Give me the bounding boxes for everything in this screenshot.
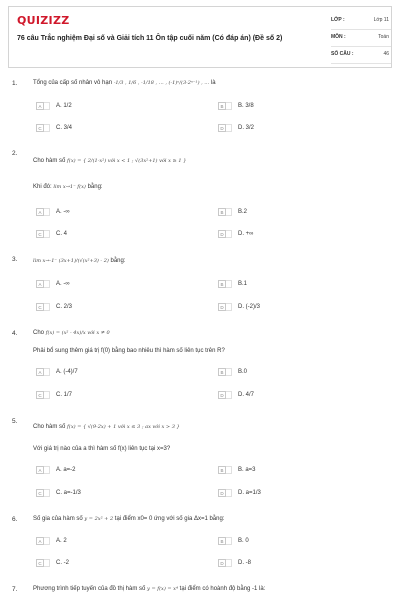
option-letter: B [218, 102, 226, 110]
question-stem: Khi đó: [33, 184, 52, 190]
option-d[interactable] [218, 489, 261, 497]
option-letter: B [218, 280, 226, 288]
option-text: A. -∞ [56, 209, 70, 215]
option-a[interactable] [36, 280, 70, 288]
option-b[interactable] [218, 537, 249, 545]
option-text: A. a=-2 [56, 467, 76, 473]
question-stem: Tổng của cấp số nhân vô hạn [33, 80, 113, 86]
meta-row-subject [331, 32, 391, 47]
option-b[interactable] [218, 208, 247, 216]
option-letter: B [218, 466, 226, 474]
option-text: C. 3/4 [56, 125, 73, 131]
option-text: B. 3/8 [238, 103, 254, 109]
option-letter: C [36, 489, 44, 497]
question-text [33, 80, 216, 86]
option-c[interactable] [36, 124, 72, 132]
formula: f(x) = (x² - 4x)/x với x ≠ 0 [45, 330, 110, 336]
option-letter: C [36, 391, 44, 399]
question-stem: Phương trình tiếp tuyến của đồ thị hàm số [33, 586, 146, 592]
document-title: 76 câu Trắc nghiệm Đại số và Giải tích 11 Ôn tập cuối năm (Có đáp án) (Đề số 2) [17, 35, 283, 42]
option-text: D. 4/7 [238, 392, 255, 398]
option-text: C. 2/3 [56, 304, 73, 310]
meta-label: MÔN : [331, 34, 346, 40]
question-number: 3. [12, 256, 18, 263]
question-text [33, 184, 103, 190]
question-text [33, 516, 224, 522]
formula: y = f(x) = x⁴ [147, 586, 178, 592]
option-letter: A [36, 280, 44, 288]
option-text: D. +∞ [238, 231, 254, 237]
option-text: C. -2 [56, 560, 70, 566]
option-letter: B [218, 537, 226, 545]
option-text: D. (-2)/3 [238, 304, 261, 310]
option-letter: A [36, 466, 44, 474]
option-letter: D [218, 559, 226, 567]
meta-value: Toán [378, 34, 389, 40]
option-letter: C [36, 559, 44, 567]
option-letter: D [218, 303, 226, 311]
question-number: 5. [12, 418, 18, 425]
question-stem: Số gia của hàm số [33, 516, 83, 522]
option-text: B. a=3 [238, 467, 256, 473]
question-stem-end: bằng: [110, 258, 126, 264]
option-letter: D [218, 124, 226, 132]
option-d[interactable] [218, 391, 254, 399]
option-text: C. 4 [56, 231, 68, 237]
option-letter: D [218, 230, 226, 238]
question-number: 1. [12, 80, 18, 87]
question-stem: Phải bổ sung thêm giá trị f(0) bằng bao nhiêu thì hàm số liên tục trên R? [33, 348, 225, 354]
formula: f(x) = { √(9-2x) + 1 với x ≤ 3 ; ax với x > 3 } [67, 424, 180, 430]
option-a[interactable] [36, 537, 67, 545]
option-text: C. a=-1/3 [56, 490, 81, 496]
option-a[interactable] [36, 368, 78, 376]
meta-value: Lớp 11 [373, 17, 389, 23]
option-text: A. 2 [56, 538, 67, 544]
meta-panel [331, 15, 391, 66]
option-text: D. -8 [238, 560, 252, 566]
meta-label: LỚP : [331, 17, 345, 23]
option-d[interactable] [218, 230, 253, 238]
question-text [33, 348, 225, 354]
option-d[interactable] [218, 124, 254, 132]
meta-row-count [331, 49, 391, 64]
formula: lim x→-1⁻ (3x+1)/(√(x²+3) - 2) [33, 258, 109, 264]
question-text [33, 330, 110, 336]
option-text: B.1 [238, 281, 248, 287]
question-stem-end: tại điểm x0= 0 ứng với số gia Δx=1 bằng: [114, 516, 225, 522]
question-text [33, 446, 170, 452]
option-text: B.0 [238, 369, 248, 375]
option-text: C. 1/7 [56, 392, 73, 398]
option-a[interactable] [36, 466, 76, 474]
question-stem: Cho hàm số [33, 158, 66, 164]
option-text: D. 3/2 [238, 125, 255, 131]
question-number: 6. [12, 516, 18, 523]
worksheet-header [8, 6, 392, 68]
option-text: A. -∞ [56, 281, 70, 287]
option-b[interactable] [218, 368, 247, 376]
option-d[interactable] [218, 303, 260, 311]
question-number: 7. [12, 586, 18, 593]
formula: f(x) = { 2/(1-x²) với x < 1 ; √(3x²+1) với x ≥ 1 } [67, 158, 187, 164]
option-letter: D [218, 489, 226, 497]
option-d[interactable] [218, 559, 251, 567]
question-number: 4. [12, 330, 18, 337]
option-b[interactable] [218, 102, 254, 110]
option-c[interactable] [36, 559, 69, 567]
option-text: A. (-4)/7 [56, 369, 78, 375]
option-letter: D [218, 391, 226, 399]
option-letter: A [36, 368, 44, 376]
formula: y = 2x² + 2 [84, 516, 114, 522]
option-c[interactable] [36, 489, 81, 497]
option-c[interactable] [36, 230, 67, 238]
option-a[interactable] [36, 208, 70, 216]
option-letter: A [36, 537, 44, 545]
option-letter: B [218, 368, 226, 376]
question-text [33, 158, 186, 164]
option-b[interactable] [218, 466, 256, 474]
option-b[interactable] [218, 280, 247, 288]
option-letter: B [218, 208, 226, 216]
question-stem-end: bằng: [87, 184, 103, 190]
option-text: B. 0 [238, 538, 249, 544]
option-text: A. 1/2 [56, 103, 72, 109]
option-a[interactable] [36, 102, 72, 110]
option-letter: A [36, 208, 44, 216]
formula: lim x→1⁻ f(x) [53, 184, 86, 190]
formula: -1/3 , 1/6 , -1/18 , … , (-1)ⁿ/(3·2ⁿ⁻¹) , … [113, 80, 210, 86]
question-stem-end: tại điểm có hoành độ bằng -1 là: [179, 586, 266, 592]
option-c[interactable] [36, 391, 72, 399]
quizizz-logo: QUIZIZZ [17, 14, 70, 27]
question-text [33, 424, 180, 430]
meta-value: 46 [383, 51, 389, 57]
option-letter: C [36, 124, 44, 132]
question-stem: Với giá trị nào của a thì hàm số f(x) liên tục tại x=3? [33, 446, 171, 452]
question-text [33, 586, 265, 592]
question-stem: Cho [33, 330, 45, 336]
question-stem-end: là [210, 80, 216, 86]
question-text [33, 258, 126, 264]
meta-row-class [331, 15, 391, 30]
option-letter: C [36, 230, 44, 238]
option-text: B.2 [238, 209, 248, 215]
option-c[interactable] [36, 303, 72, 311]
option-letter: C [36, 303, 44, 311]
question-stem: Cho hàm số [33, 424, 66, 430]
option-text: D. a=1/3 [238, 490, 261, 496]
question-number: 2. [12, 150, 18, 157]
option-letter: A [36, 102, 44, 110]
meta-label: SỐ CÂU : [331, 51, 354, 57]
